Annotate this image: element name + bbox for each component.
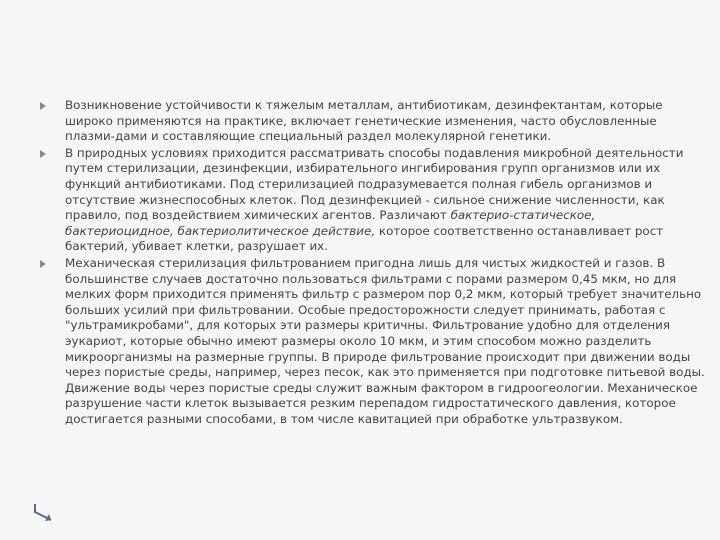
bullet-text-2-part-2: которое соответственно останавливает рост бактерий, убивает клетки, разрушает их. [65,223,664,254]
bullet-item-2 [40,146,705,255]
triangle-bullet-icon [40,260,46,268]
slide-content [40,98,705,428]
bullet-text-2 [65,146,705,255]
triangle-bullet-icon [40,150,46,158]
triangle-bullet-icon [40,102,46,110]
bullet-text-2-part-1: В природных условиях приходится рассматривать способы подавления микробной деятельности путем стерилизации, дезинфекции, избирательного ингибирования групп организмов или их функций антибиотиками. Под стерилизацией подразумевается полная гибель организмов и отсутствие жизнеспособных клеток. Под дезинфекцией - сильное снижение численности, как правило, под воздействием химических агентов. Различают [65,145,684,223]
corner-arrow-icon [31,500,55,524]
bullet-text-2-italic: бактерио-статическое, бактериоцидное, бактериолитическое действие, [65,208,596,238]
bullet-text-3: Механическая стерилизация фильтрованием пригодна лишь для чистых жидкостей и газов. В большинстве случаев достаточно пользоваться фильтрами с порами размером 0,45 мкм, но для мелких форм приходится применять фильтр с размером пор 0,2 мкм, который требует значительно больших усилий при фильтровании. Особые предосторожности следует принимать, работая с "ультрамикробами", для которых эти размеры критичны. Фильтрование удобно для отделения эукариот, которые обычно имеют размеры около 10 мкм, и этим способом можно разделить микроорганизмы на размерные группы. В природе фильтрование происходит при движении воды через пористые среды, например, через песок, как это применяется при подготовке питьевой воды. Движение воды через пористые среды служит важным фактором в гидроогеологии. Механическое разрушение части клеток вызывается резким перепадом гидростатического давления, которое достигается разными способами, в том числе кавитацией при обработке ультразвуком. [65,255,705,426]
bullet-item-1 [40,98,705,145]
bullet-text-1: Возникновение устойчивости к тяжелым металлам, антибиотикам, дезинфектантам, которые широко применяются на практике, включает генетические изменения, часто обусловленные плазми-дами и составляющие специальный раздел молекулярной генетики. [65,98,663,144]
bullet-item-3 [40,256,705,428]
